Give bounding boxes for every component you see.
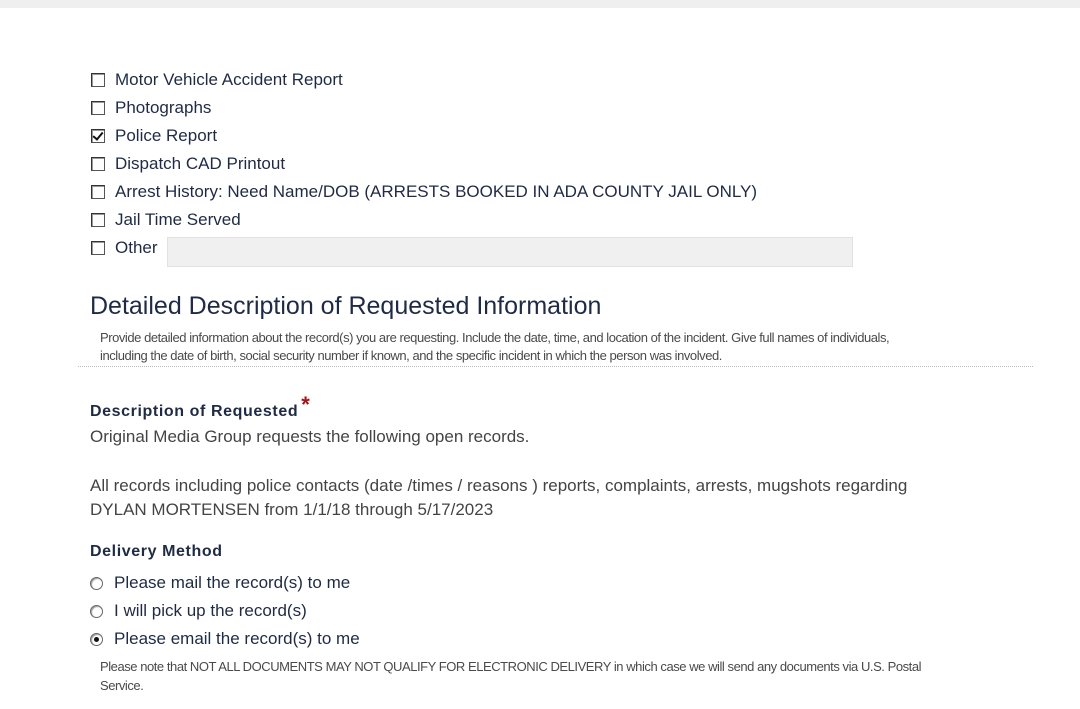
checkbox-label: Motor Vehicle Accident Report [115,70,343,89]
radio-label: Please email the record(s) to me [114,629,360,648]
other-text-input[interactable] [167,237,853,267]
delivery-method-label: Delivery Method [90,543,223,560]
checkbox-row-other[interactable] [91,237,158,259]
help-text-line-1: Provide detailed information about the record(s) you are requesting. Include the date, time, and location of the incident. Give full names of individuals, [100,330,890,345]
description-text-line-2: All records including police contacts (date /times / reasons ) reports, complaints, arrests, mugshots regarding [90,476,908,495]
checkbox-row-arrest-history[interactable] [91,181,757,203]
help-text-line-2: including the date of birth, social security number if known, and the specific incident in which the person was involved. [100,348,722,363]
description-text-line-3: DYLAN MORTENSEN from 1/1/18 through 5/17/2023 [90,500,494,519]
section-title: Detailed Description of Requested Information [90,292,602,320]
description-text-line-1: Original Media Group requests the following open records. [90,427,530,446]
checkbox-police-report[interactable] [91,129,105,143]
checkbox-label: Police Report [115,126,218,145]
delivery-note-line-1: Please note that NOT ALL DOCUMENTS MAY NOT QUALIFY FOR ELECTRONIC DELIVERY in which case we will send any documents via U.S. Postal [100,659,922,674]
checkbox-other[interactable] [91,241,105,255]
checkbox-label: Photographs [115,98,212,117]
checkbox-row-jail-time[interactable] [91,209,241,231]
checkbox-motor-vehicle[interactable] [91,73,105,87]
checkbox-label: Other [115,238,158,257]
checkbox-label: Jail Time Served [115,210,241,229]
radio-mail[interactable] [90,577,103,590]
radio-label: Please mail the record(s) to me [114,573,351,592]
radio-row-pickup[interactable] [90,600,307,622]
checkbox-row-police-report[interactable] [91,125,217,147]
radio-row-email[interactable] [90,628,360,650]
top-strip [0,0,1080,8]
checkbox-photographs[interactable] [91,101,105,115]
checkbox-label: Arrest History: Need Name/DOB (ARRESTS BOOKED IN ADA COUNTY JAIL ONLY) [115,182,758,201]
radio-email[interactable] [90,633,103,646]
delivery-note-line-2: Service. [100,678,144,693]
description-label [90,392,311,422]
checkbox-row-motor-vehicle[interactable] [91,69,343,91]
radio-row-mail[interactable] [90,572,350,594]
checkbox-jail-time[interactable] [91,213,105,227]
checkbox-row-dispatch-cad[interactable] [91,153,285,175]
checkbox-dispatch-cad[interactable] [91,157,105,171]
radio-label: I will pick up the record(s) [114,601,307,620]
radio-pickup[interactable] [90,605,103,618]
section-divider [78,366,1033,367]
checkbox-arrest-history[interactable] [91,185,105,199]
checkbox-label: Dispatch CAD Printout [115,154,286,173]
description-label-text: Description of Requested [90,403,299,420]
checkbox-row-photographs[interactable] [91,97,211,119]
required-asterisk: * [301,392,311,417]
